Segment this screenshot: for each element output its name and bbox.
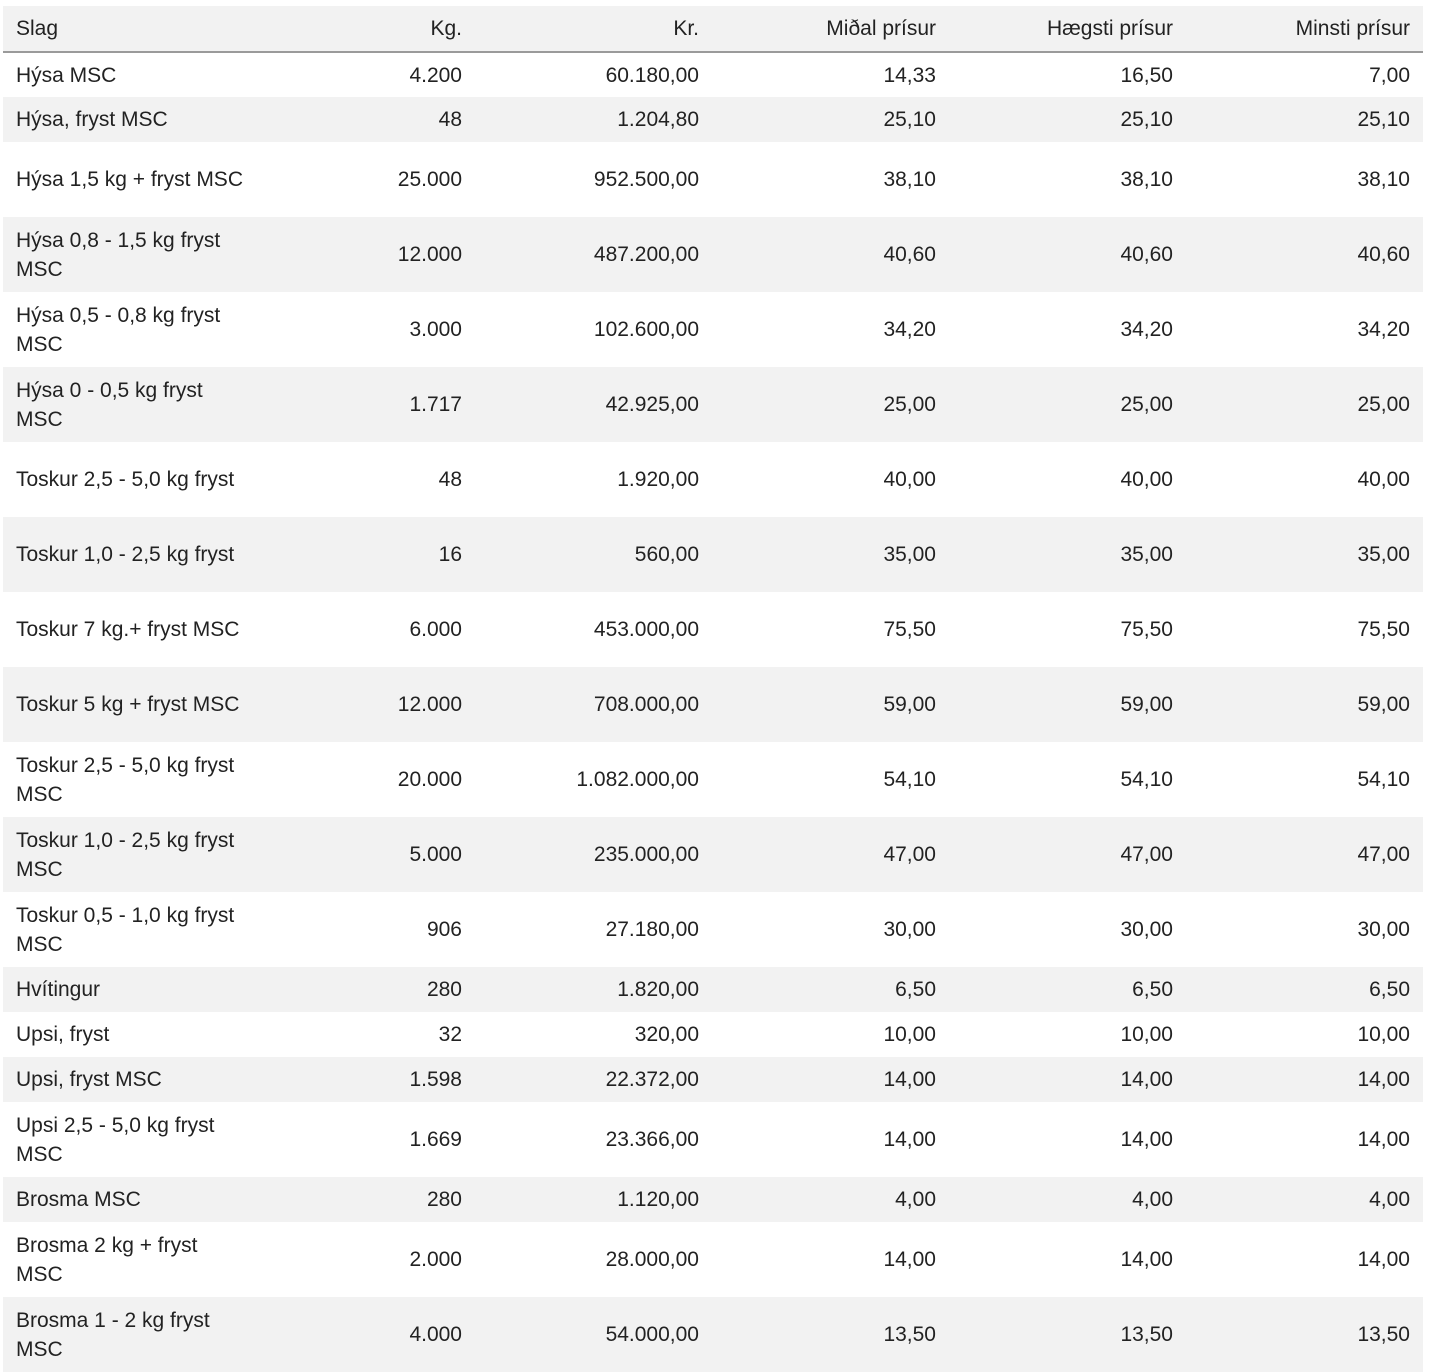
cell-high-price: 40,00 [1120, 468, 1173, 491]
table-row [3, 217, 1423, 292]
cell-high-price: 6,50 [1132, 978, 1173, 1001]
table-row [3, 892, 1423, 967]
cell-kr: 54.000,00 [605, 1323, 699, 1346]
cell-kr: 708.000,00 [593, 693, 699, 716]
cell-avg-price: 14,00 [883, 1128, 936, 1151]
cell-high-price: 75,50 [1120, 618, 1173, 641]
cell-kg: 12.000 [397, 693, 462, 716]
cell-kg: 6.000 [409, 618, 462, 641]
cell-low-price: 14,00 [1357, 1128, 1410, 1151]
cell-slag: Brosma 2 kg + fryst MSC [16, 1233, 198, 1286]
cell-kr: 102.600,00 [593, 318, 699, 341]
cell-slag: Brosma 1 - 2 kg fryst MSC [16, 1308, 210, 1361]
table-row [3, 292, 1423, 367]
cell-avg-price: 10,00 [883, 1023, 936, 1046]
cell-kg: 48 [438, 468, 462, 491]
cell-avg-price: 75,50 [883, 618, 936, 641]
header-kr[interactable]: Kr. [673, 16, 699, 40]
cell-avg-price: 14,33 [883, 63, 936, 87]
cell-kr: 42.925,00 [605, 393, 699, 416]
cell-slag: Toskur 7 kg.+ fryst MSC [16, 618, 240, 641]
table-row [3, 667, 1423, 742]
cell-avg-price: 14,00 [883, 1068, 936, 1091]
cell-low-price: 14,00 [1357, 1248, 1410, 1271]
cell-kr: 235.000,00 [593, 843, 699, 866]
cell-high-price: 16,50 [1120, 63, 1173, 87]
cell-avg-price: 13,50 [883, 1323, 936, 1346]
cell-kg: 3.000 [409, 318, 462, 341]
cell-low-price: 25,00 [1357, 393, 1410, 416]
cell-low-price: 6,50 [1369, 978, 1410, 1001]
cell-kr: 23.366,00 [605, 1128, 699, 1151]
cell-avg-price: 47,00 [883, 843, 936, 866]
cell-low-price: 75,50 [1357, 618, 1410, 641]
table-row [3, 142, 1423, 217]
cell-kg: 32 [438, 1023, 462, 1046]
cell-kg: 1.669 [409, 1128, 462, 1151]
cell-avg-price: 40,00 [883, 468, 936, 491]
cell-kr: 320,00 [634, 1023, 699, 1046]
cell-avg-price: 35,00 [883, 543, 936, 566]
table-row [3, 1012, 1423, 1057]
header-low-price[interactable]: Minsti prísur [1295, 16, 1410, 40]
cell-slag: Hýsa 0,5 - 0,8 kg fryst MSC [16, 303, 221, 356]
cell-kr: 27.180,00 [605, 918, 699, 941]
cell-high-price: 25,10 [1120, 108, 1173, 131]
cell-low-price: 7,00 [1369, 63, 1410, 87]
cell-slag: Hýsa, fryst MSC [16, 108, 168, 131]
cell-low-price: 40,60 [1357, 243, 1410, 266]
cell-low-price: 54,10 [1357, 768, 1410, 791]
cell-kr: 1.204,80 [617, 108, 699, 131]
cell-kg: 4.000 [409, 1323, 462, 1346]
cell-kr: 560,00 [634, 543, 699, 566]
cell-low-price: 10,00 [1357, 1023, 1410, 1046]
cell-high-price: 10,00 [1120, 1023, 1173, 1046]
table-row [3, 1102, 1423, 1177]
cell-slag: Toskur 1,0 - 2,5 kg fryst [16, 543, 235, 566]
cell-kr: 1.082.000,00 [576, 768, 699, 791]
cell-kg: 2.000 [409, 1248, 462, 1271]
cell-kg: 4.200 [409, 63, 462, 87]
cell-kr: 28.000,00 [605, 1248, 699, 1271]
cell-low-price: 40,00 [1357, 468, 1410, 491]
cell-slag: Upsi, fryst MSC [16, 1068, 162, 1091]
table-row [3, 967, 1423, 1012]
cell-avg-price: 25,10 [883, 108, 936, 131]
cell-high-price: 34,20 [1120, 318, 1173, 341]
header-row [3, 6, 1423, 52]
cell-avg-price: 6,50 [895, 978, 936, 1001]
table-row [3, 592, 1423, 667]
cell-high-price: 13,50 [1120, 1323, 1173, 1346]
table-row [3, 817, 1423, 892]
cell-kg: 280 [426, 1188, 462, 1211]
cell-avg-price: 4,00 [895, 1188, 936, 1211]
cell-slag: Toskur 5 kg + fryst MSC [16, 693, 240, 716]
header-slag[interactable]: Slag [16, 16, 59, 40]
cell-low-price: 34,20 [1357, 318, 1410, 341]
cell-slag: Brosma MSC [16, 1188, 141, 1211]
cell-kg: 12.000 [397, 243, 462, 266]
table-row [3, 517, 1423, 592]
price-table [3, 6, 1423, 1372]
cell-low-price: 30,00 [1357, 918, 1410, 941]
cell-slag: Hýsa 0 - 0,5 kg fryst MSC [16, 378, 203, 431]
header-kg[interactable]: Kg. [430, 16, 462, 40]
cell-avg-price: 38,10 [883, 168, 936, 191]
cell-kg: 280 [426, 978, 462, 1001]
cell-slag: Hvítingur [16, 978, 101, 1001]
cell-high-price: 14,00 [1120, 1068, 1173, 1091]
cell-low-price: 13,50 [1357, 1323, 1410, 1346]
cell-slag: Toskur 2,5 - 5,0 kg fryst MSC [16, 753, 235, 806]
cell-kr: 453.000,00 [593, 618, 699, 641]
cell-high-price: 14,00 [1120, 1248, 1173, 1271]
cell-kg: 1.598 [409, 1068, 462, 1091]
cell-kg: 48 [438, 108, 462, 131]
cell-avg-price: 34,20 [883, 318, 936, 341]
table-row [3, 1222, 1423, 1297]
cell-high-price: 14,00 [1120, 1128, 1173, 1151]
cell-low-price: 14,00 [1357, 1068, 1410, 1091]
cell-kr: 60.180,00 [605, 63, 699, 87]
cell-low-price: 59,00 [1357, 693, 1410, 716]
cell-high-price: 47,00 [1120, 843, 1173, 866]
cell-avg-price: 40,60 [883, 243, 936, 266]
cell-kg: 5.000 [409, 843, 462, 866]
cell-kr: 487.200,00 [593, 243, 699, 266]
price-table-container [3, 6, 1423, 1372]
header-avg-price[interactable]: Miðal prísur [826, 16, 936, 40]
table-row [3, 1177, 1423, 1222]
table-row [3, 52, 1423, 97]
cell-kg: 906 [426, 918, 462, 941]
cell-avg-price: 59,00 [883, 693, 936, 716]
cell-kr: 1.820,00 [617, 978, 699, 1001]
table-row [3, 367, 1423, 442]
table-row [3, 1057, 1423, 1102]
cell-kr: 1.920,00 [617, 468, 699, 491]
cell-kr: 952.500,00 [593, 168, 699, 191]
cell-kg: 16 [438, 543, 462, 566]
cell-kg: 1.717 [409, 393, 462, 416]
cell-high-price: 40,60 [1120, 243, 1173, 266]
cell-high-price: 25,00 [1120, 393, 1173, 416]
cell-slag: Upsi 2,5 - 5,0 kg fryst MSC [16, 1113, 215, 1166]
cell-low-price: 25,10 [1357, 108, 1410, 131]
cell-kr: 22.372,00 [605, 1068, 699, 1091]
table-row [3, 742, 1423, 817]
cell-kr: 1.120,00 [617, 1188, 699, 1211]
cell-high-price: 30,00 [1120, 918, 1173, 941]
cell-avg-price: 30,00 [883, 918, 936, 941]
cell-low-price: 47,00 [1357, 843, 1410, 866]
header-high-price[interactable]: Hægsti prísur [1046, 16, 1173, 40]
cell-high-price: 59,00 [1120, 693, 1173, 716]
cell-low-price: 35,00 [1357, 543, 1410, 566]
table-row [3, 1297, 1423, 1372]
table-row [3, 97, 1423, 142]
cell-slag: Upsi, fryst [16, 1023, 110, 1046]
cell-high-price: 54,10 [1120, 768, 1173, 791]
cell-high-price: 35,00 [1120, 543, 1173, 566]
cell-high-price: 4,00 [1132, 1188, 1173, 1211]
cell-low-price: 4,00 [1369, 1188, 1410, 1211]
cell-slag: Toskur 0,5 - 1,0 kg fryst MSC [16, 903, 235, 956]
cell-slag: Hýsa MSC [16, 63, 117, 87]
cell-high-price: 38,10 [1120, 168, 1173, 191]
cell-avg-price: 54,10 [883, 768, 936, 791]
table-header [3, 6, 1423, 52]
cell-kg: 20.000 [397, 768, 462, 791]
cell-low-price: 38,10 [1357, 168, 1410, 191]
cell-slag: Hýsa 1,5 kg + fryst MSC [16, 168, 243, 191]
cell-avg-price: 14,00 [883, 1248, 936, 1271]
table-row [3, 442, 1423, 517]
cell-avg-price: 25,00 [883, 393, 936, 416]
cell-slag: Toskur 1,0 - 2,5 kg fryst MSC [16, 828, 235, 881]
table-body [3, 52, 1423, 1372]
cell-kg: 25.000 [397, 168, 462, 191]
cell-slag: Toskur 2,5 - 5,0 kg fryst [16, 468, 235, 491]
cell-slag: Hýsa 0,8 - 1,5 kg fryst MSC [16, 228, 221, 281]
